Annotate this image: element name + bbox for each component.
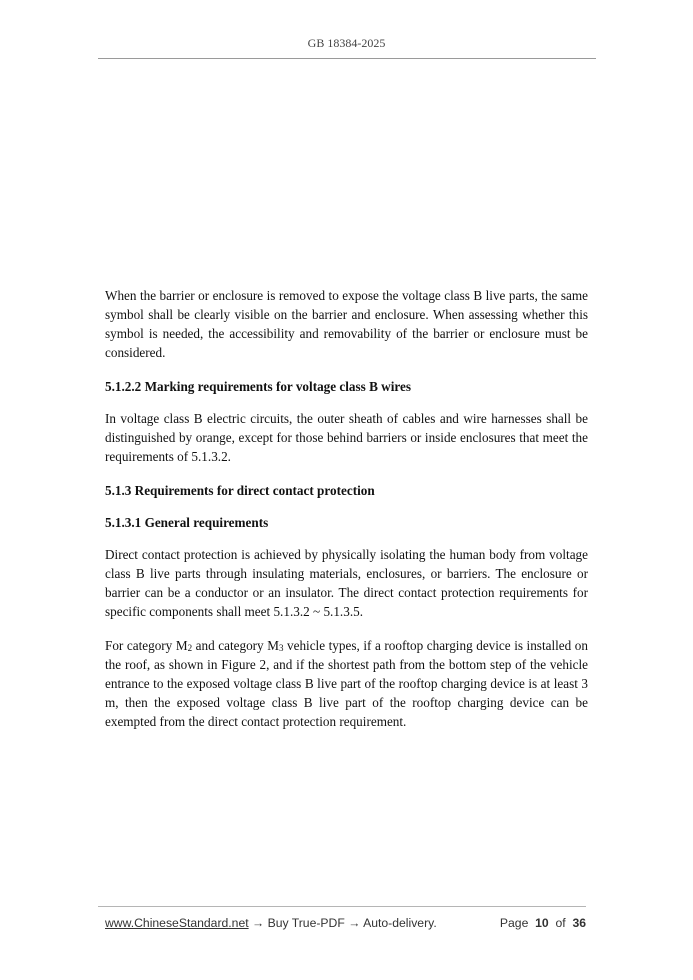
total-pages: 36 <box>572 916 586 930</box>
arrow-icon: → <box>248 916 268 930</box>
footer-promo <box>105 916 437 930</box>
of-label: of <box>555 916 566 930</box>
paragraph-rooftop-charging <box>105 636 588 731</box>
text-run: For category M <box>105 638 188 653</box>
delivery-text: Auto-delivery. <box>363 916 437 930</box>
page-label: Page <box>499 916 529 930</box>
heading-5-1-3-1: 5.1.3.1 General requirements <box>105 515 269 530</box>
buy-text: Buy True-PDF <box>267 916 345 930</box>
running-header: GB 18384-2025 <box>307 36 386 50</box>
page-body <box>105 286 588 746</box>
page-counter <box>500 916 586 930</box>
footer-divider <box>98 906 586 907</box>
page-number: 10 <box>535 916 549 930</box>
heading-5-1-3: 5.1.3 Requirements for direct contact protection <box>105 483 375 498</box>
heading-5-1-2-2: 5.1.2.2 Marking requirements for voltage class B wires <box>105 379 411 394</box>
text-run: and category M <box>192 638 279 653</box>
text-run: vehicle types, if a rooftop charging device is installed on the roof, as shown in Figure 2, and if the shortest path from the bottom step of the vehicle entrance to the exposed voltage class B live part of the rooftop charging device is at least 3 m, then the exposed voltage class B live part of the rooftop charging device can be exempted from the direct contact protection requirement. <box>105 638 588 729</box>
paragraph-barrier-symbol: When the barrier or enclosure is removed to expose the voltage class B live parts, the same symbol shall be clearly visible on the barrier and enclosure. When assessing whether this symbol is needed, the accessibility and removability of the barrier or enclosure must be considered. <box>105 288 588 360</box>
header-divider <box>98 58 596 59</box>
paragraph-wire-marking: In voltage class B electric circuits, the outer sheath of cables and wire harnesses shall be distinguished by orange, except for those behind barriers or inside enclosures that meet the requirements of 5.1.3.2. <box>105 411 588 464</box>
subscript: 2 <box>187 643 193 653</box>
site-link[interactable]: www.ChineseStandard.net <box>105 916 249 930</box>
subscript: 3 <box>278 643 284 653</box>
arrow-icon: → <box>344 916 364 930</box>
paragraph-direct-contact: Direct contact protection is achieved by physically isolating the human body from voltage class B live parts through insulating materials, enclosures, or barriers. The enclosure or barrier can be a conductor or an insulator. The direct contact protection requirements for specific components shall meet 5.1.3.2 ~ 5.1.3.5. <box>105 547 588 619</box>
